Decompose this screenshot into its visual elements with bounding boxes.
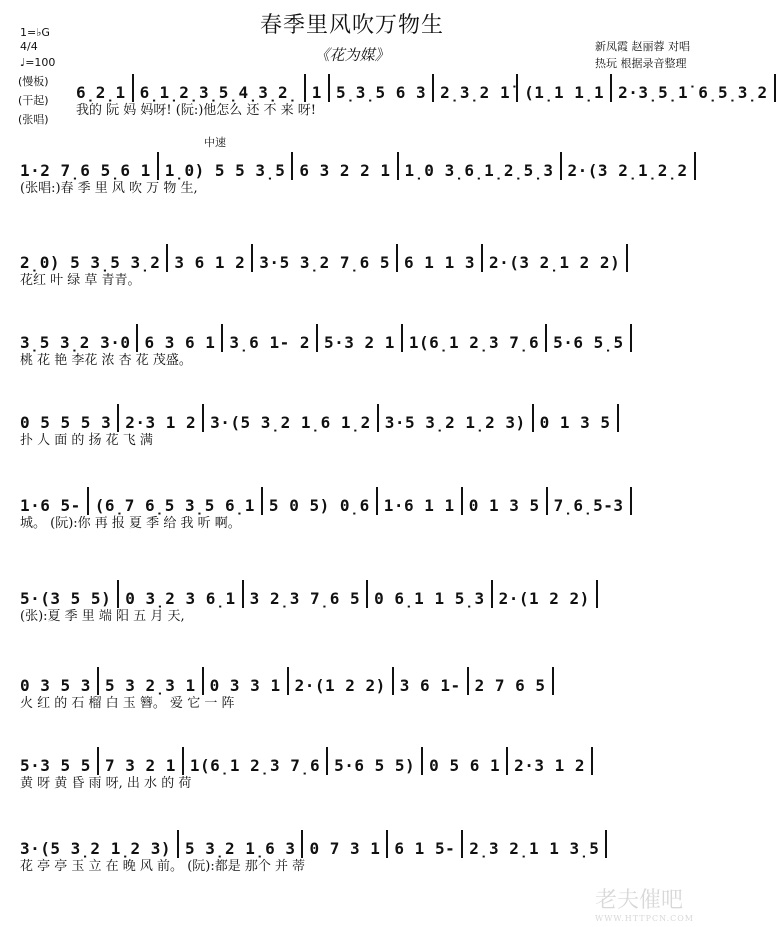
measure: 1(6̣1 2̣3 7̣6 (184, 747, 328, 775)
measure: 0 1 3 5 (534, 404, 619, 432)
score-system (70, 72, 768, 120)
measure: 3 6 1- (394, 667, 469, 695)
measure: 5 3 2̣3 1 (99, 667, 204, 695)
expression-marks (14, 134, 692, 148)
measure: 2̣3̣2 1̇ (434, 74, 518, 102)
measure: 1(6̣1 2̣3 7̣6 (403, 324, 547, 352)
measure: 3·5 3̣2 7̣6 5 (253, 244, 398, 272)
lyric-line: (张唱:)春 季 里 风 吹 万 物 生, (20, 181, 198, 196)
notation-row (14, 578, 692, 608)
lyric-line: 扑 人 面 的 扬 花 飞 满 (20, 433, 153, 448)
measure: 5̣3̣5 6 3 (330, 74, 434, 102)
measure: 0 6̣1 1 5̣3 (368, 580, 492, 608)
measure: (1̣1 1̣1 (518, 74, 612, 102)
score-system (14, 402, 692, 450)
measure: 5·6 5 5) (328, 747, 423, 775)
time-signature: 4/4 (20, 40, 38, 53)
notation-row (14, 665, 692, 695)
measure: 2·(1 2 2) (493, 580, 598, 608)
measure: 0 3 3 1 (204, 667, 289, 695)
score-system (14, 322, 692, 370)
credits (595, 38, 690, 72)
notation-row (14, 242, 692, 272)
measure: 0 7 3 1 (303, 830, 388, 858)
measure: 3 6 1 2 (168, 244, 253, 272)
measure: 5 3̣2 1̣6 3 (179, 830, 303, 858)
measure: 3 2̣3 7̣6 5 (244, 580, 368, 608)
score-system (14, 745, 692, 793)
tempo-mark: (慢板) (18, 75, 49, 88)
measure: 0 1 3 5 (463, 487, 548, 515)
measure: 3·5 3̣2 1̣2 3) (379, 404, 534, 432)
lyric-line: 桃 花 艳 李花 浓 杏 花 茂盛。 (20, 353, 192, 368)
watermark-logo (595, 883, 694, 923)
label-zhangchang: (张唱) (18, 113, 49, 126)
key-signature: 1=♭G (20, 26, 50, 39)
measure: 2·3̣5̣1̇ 6̣5̣3̣2 (612, 74, 776, 102)
notation-row (14, 828, 692, 858)
measure: 3·(5 3̣2 1̣6 1̣2 (204, 404, 379, 432)
score-system (14, 485, 692, 533)
score-system (14, 136, 692, 198)
measure: 6 3 6 1 (138, 324, 223, 352)
measure: 6 1 5- (388, 830, 463, 858)
measure: 3̣6 1- 2 (223, 324, 318, 352)
watermark-text: 老夫催吧 (594, 888, 683, 913)
label-ganqi: (干起) (18, 94, 49, 107)
lyric-line: 城。 (阮):你 再 报 夏 季 给 我 听 啊。 (20, 516, 241, 531)
measure: 6̣2̣1 (70, 74, 134, 102)
measure: (6̣7 6̣5 3̣5 6̣1 (89, 487, 263, 515)
credit-transcriber: 热玩 根据录音整理 (595, 57, 687, 70)
measure: 6 1 1 3 (398, 244, 483, 272)
credit-performers: 新凤霞 赵丽蓉 对唱 (595, 40, 690, 53)
notation-row (14, 150, 692, 180)
measure: 1 (306, 74, 330, 102)
score-system (14, 242, 692, 290)
expression-mark: 中速 (204, 136, 226, 149)
watermark-url: WWW.HTTPCN.COM (594, 914, 694, 923)
measure: 2·3 1 2 (508, 747, 593, 775)
measure: 7̣6̣5-3 (548, 487, 632, 515)
measure: 6 3 2 2 1 (293, 152, 398, 180)
measure: 1·6 5- (14, 487, 89, 515)
measure: 6̣1̣2̣3̣5̣4̣3̣2̣ (134, 74, 306, 102)
measure: 2·(1 2 2) (289, 667, 394, 695)
measure: 0 3̣2 3 6̣1 (119, 580, 243, 608)
song-title: 春季里风吹万物生 (259, 13, 444, 38)
measure: 0 3 5 3 (14, 667, 99, 695)
notation-row (14, 485, 692, 515)
measure: 5·3 2 1 (318, 324, 403, 352)
notation-row (70, 72, 768, 102)
measure: 0 5 5 5 3 (14, 404, 119, 432)
tempo-value: ♩=100 (20, 56, 56, 69)
measure: 5·6 5̣5 (547, 324, 631, 352)
lyric-line: (张):夏 季 里 端 阳 五 月 天, (20, 609, 185, 624)
measure: 2̣3 2̣1 1 3̣5 (463, 830, 607, 858)
measure: 2 7 6 5 (469, 667, 554, 695)
lyric-line: 火 红 的 石 榴 白 玉 簪。 爱 它 一 阵 (20, 696, 235, 711)
measure: 1·2 7̣6 5̣6 1 (14, 152, 159, 180)
notation-row (14, 745, 692, 775)
measure: 1̣0 3̣6̣1̣2̣5̣3 (399, 152, 562, 180)
lyric-line: 黄 呀 黄 昏 雨 呀, 出 水 的 荷 (20, 776, 192, 791)
measure: 2·(3 2̣1̣2̣2 (562, 152, 696, 180)
measure: 5·3 5 5 (14, 747, 99, 775)
measure: 5 0 5) 0̣6 (263, 487, 378, 515)
score-system (14, 828, 692, 876)
measure: 2·(3 2̣1 2 2) (483, 244, 628, 272)
notation-row (14, 402, 692, 432)
score-system (14, 578, 692, 626)
measure: 3·(5 3̣2 1̣2 3) (14, 830, 179, 858)
measure: 7 3 2 1 (99, 747, 184, 775)
lyric-line: 我的 阮 妈 妈呀! (阮:)他怎么 还 不 来 呀! (76, 103, 317, 118)
measure: 5·(3 5 5) (14, 580, 119, 608)
lyric-line: 花红 叶 绿 草 青青。 (20, 273, 141, 288)
opera-title: 《花为媒》 (314, 46, 390, 64)
section-labels (18, 72, 49, 129)
measure: 0 5 6 1 (423, 747, 508, 775)
measure: 2̣0) 5 3̣5 3̣2 (14, 244, 168, 272)
lyric-line: 花 亭 亭 玉 立 在 晚 风 前。 (阮):都是 那个 并 蒂 (20, 859, 306, 874)
score-system (14, 665, 692, 713)
notation-row (14, 322, 692, 352)
measure: 1·6 1 1 (378, 487, 463, 515)
measure: 3̣5 3̣2 3·0 (14, 324, 138, 352)
measure: 2·3 1 2 (119, 404, 204, 432)
measure: 1̣0) 5 5 3̣5 (159, 152, 294, 180)
